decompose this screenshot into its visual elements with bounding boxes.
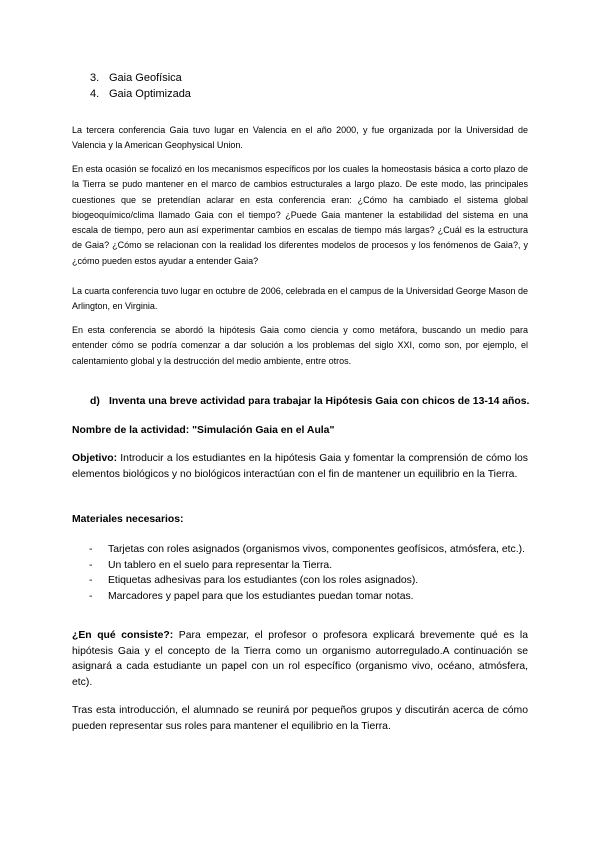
list-item: 3. Gaia Geofísica: [90, 72, 182, 84]
consiste-label: ¿En qué consiste?:: [72, 630, 174, 641]
closing-paragraph: Tras esta introducción, el alumnado se reunirá por pequeños grupos y discutirán acerca de cómo pueden representar sus roles para mantener el equilibrio en la Tierra.: [72, 705, 528, 732]
paragraph-third-conference: La tercera conferencia Gaia tuvo lugar en Valencia en el año 2000, y fue organizada por la Universidad de Valencia y la American Geophysical Union.: [72, 125, 528, 151]
list-item: - Un tablero en el suelo para representar la Tierra.: [72, 558, 528, 574]
list-item: - Etiquetas adhesivas para los estudiantes (con los roles asignados).: [72, 573, 528, 589]
paragraph-fourth-conference-topics: En esta conferencia se abordó la hipótesis Gaia como ciencia y como metáfora, buscando un medio para entender cómo se podría comenzar a dar solución a los problemas del siglo XXI, como son, por ejemplo, el calentamiento global y la destrucción del medio ambiente, entre otros.: [72, 325, 528, 366]
objective-paragraph: Objetivo: Introducir a los estudiantes en la hipótesis Gaia y fomentar la comprensión de cómo los elementos biológicos y no biológicos interactúan con el fin de mantener un equilibrio en la Tierra.: [72, 453, 528, 480]
question-d: d) Inventa una breve actividad para trabajar la Hipótesis Gaia con chicos de 13-14 años.: [90, 396, 530, 407]
consiste-paragraph: ¿En qué consiste?: Para empezar, el profesor o profesora explicará brevemente qué es la hipótesis Gaia y el concepto de la Tierra como un organismo autorregulado.A continuación se asignará a cada estudiante un papel con un rol específico (organismo vivo, océano, atmósfera, etc).: [72, 630, 528, 689]
paragraph-third-conference-focus: En esta ocasión se focalizó en los mecanismos específicos por los cuales la homeostasis básica a corto plazo de la Tierra se pudo mantener en el marco de cambios estructurales a largo plazo. De este modo, las principales cuestiones que se pretendían aclarar en esta conferencia eran: ¿Cómo ha cambiado el sistema global biogeoquímico/clima llamado Gaia con el tiempo? ¿Puede Gaia mantener la estabilidad del sistema en una escala de tiempo, pero aun así experimentar cambios en escalas de tiempo más largas? ¿Cuál es la estructura de Gaia? ¿Cómo se relacionan con la realidad los diferentes modelos de procesos y los fenómenos de Gaia?, y ¿cómo pueden estos ayudar a entender Gaia?: [72, 164, 528, 266]
paragraph-fourth-conference: La cuarta conferencia tuvo lugar en octubre de 2006, celebrada en el campus de la Universidad George Mason de Arlington, en Virginia.: [72, 286, 528, 312]
list-item: 4. Gaia Optimizada: [90, 88, 191, 100]
numbered-list: [90, 70, 546, 102]
materials-list: [72, 542, 528, 604]
list-item: - Tarjetas con roles asignados (organismos vivos, componentes geofísicos, atmósfera, etc.).: [72, 542, 528, 558]
list-item: - Marcadores y papel para que los estudiantes puedan tomar notas.: [72, 589, 528, 605]
activity-name: Nombre de la actividad: "Simulación Gaia en el Aula": [72, 425, 335, 436]
materials-heading: Materiales necesarios:: [72, 514, 184, 525]
objective-label: Objetivo:: [72, 453, 118, 464]
